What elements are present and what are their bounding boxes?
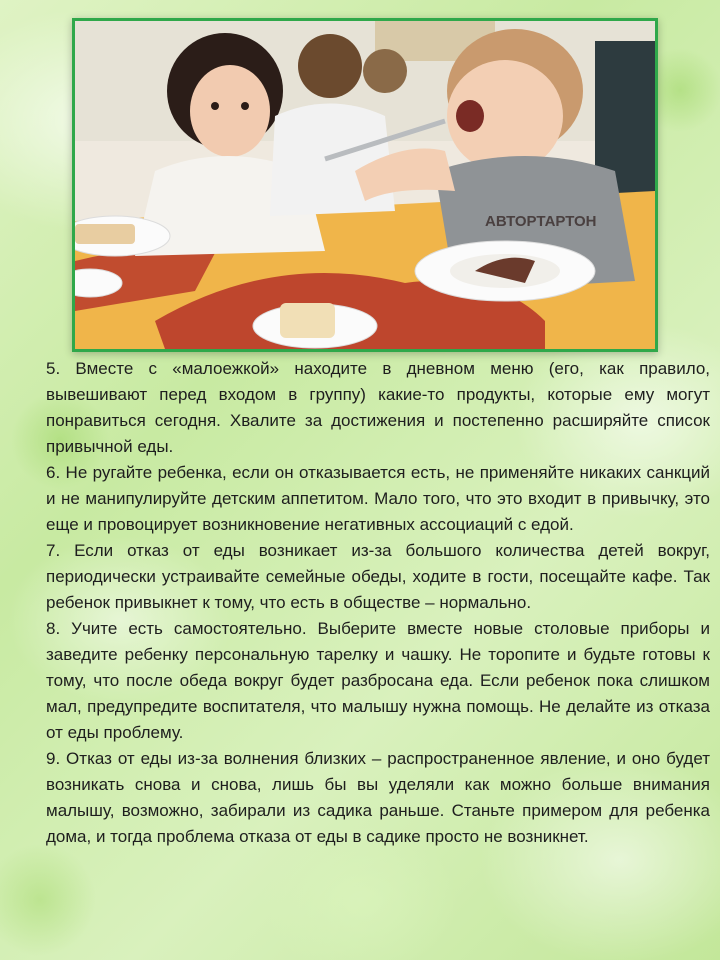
paragraph-tip-6: 6. Не ругайте ребенка, если он отказывается есть, не применяйте никаких санкций и не манипулируйте детским аппетитом. Мало того, что это входит в привычку, это еще и провоцирует возникновение негативных ассоциаций с едой. xyxy=(46,463,710,534)
photo-illustration xyxy=(75,21,655,349)
paragraph-tip-7: 7. Если отказ от еды возникает из-за большого количества детей вокруг, периодически устраивайте семейные обеды, ходите в гости, посещайте кафе. Так ребенок привыкнет к тому, что есть в обществе – нормально. xyxy=(46,541,710,612)
paragraph-tip-8: 8. Учите есть самостоятельно. Выберите вместе новые столовые приборы и заведите ребенку персональную тарелку и чашку. Не торопите и будьте готовы к тому, что после обеда вокруг будет разбросана еда. Если ребенок пока слишком мал, предупредите воспитателя, что малышу нужна помощь. Не делайте из отказа от еды проблему. xyxy=(46,619,710,742)
paragraph-tip-9: 9. Отказ от еды из-за волнения близких – распространенное явление, и оно будет возникать снова и снова, лишь бы вы уделяли как можно больше внимания малышу, возможно, забирали из садика раньше. Станьте примером для ребенка дома, и тогда проблема отказа от еды в садике просто не возникнет. xyxy=(46,749,710,846)
article-text xyxy=(46,356,710,850)
paragraph-tip-5: 5. Вместе с «малоежкой» находите в дневном меню (его, как правило, вывешивают перед входом в группу) какие-то продукты, которые ему могут понравиться сегодня. Хвалите за достижения и постепенно расширяйте список привычной еды. xyxy=(46,359,710,456)
shirt-text: АВТОРТАРТОН xyxy=(485,213,597,230)
children-eating-photo xyxy=(72,18,658,352)
